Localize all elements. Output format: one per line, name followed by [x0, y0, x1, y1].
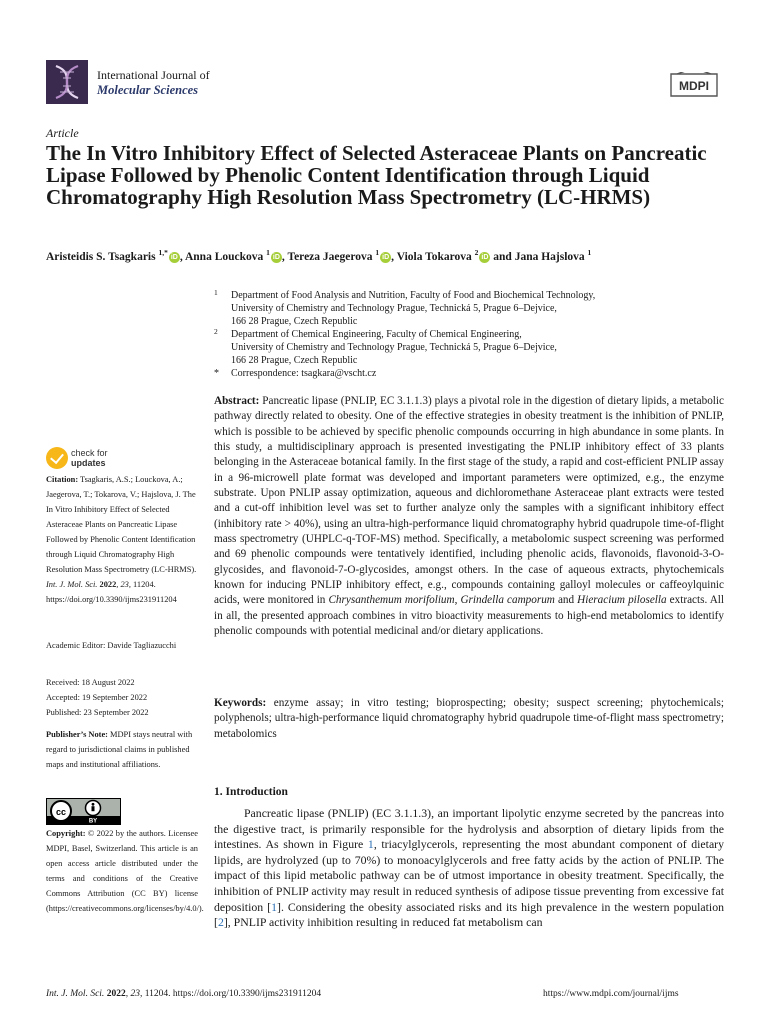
- author-affil: 1: [587, 248, 592, 257]
- orcid-icon[interactable]: iD: [170, 253, 178, 261]
- author-list: [46, 248, 746, 263]
- plant-name: Hieracium pilosella: [577, 594, 667, 607]
- plant-name: Chrysanthemum morifolium: [328, 594, 455, 607]
- abstract-text: extracts. All in all, the presented approach combines in vitro bioactivity measurements to high-end metabolomics to identify phenolic compounds with potential medicinal and/or dietary applications.: [214, 594, 724, 638]
- keywords: [214, 696, 724, 742]
- abstract-text: Pancreatic lipase (PNLIP, EC 3.1.1.3) plays a pivotal role in the digestion of dietary lipids, a metabolic pathway directly related to obesity. One of the effective strategies in obesity treatment is the inhibition of PNLIP, which is possible to be achieved by specific phenolic compounds occurring in high abundance in some plants. In this study, a multidisciplinary approach is presented investigating the PNLIP inhibitory effect of 33 plants belonging in the Asteraceae botanical family. In the first stage of the study, a rapid and cost-efficient PNLIP assay in a 96-microwell plate format was developed and important parameters were optimized, e.g., the enzyme substrate. Upon PNLIP assay optimization, aqueous and dichloromethane Asteraceae plant extracts were tested and a cut-off inhibition level was set to further analyze only the samples with a significant inhibitory effect (inhibitory rate > 40%), using an ultra-high-performance liquid chromatography hybrid quadrupole time-of-flight mass spectrometry (UHPLC-q-TOF-MS) method. Specifically, a metabolomic suspect screening was performed and 69 phenolic compounds were tentatively identified, including phenolic acids, flavonoids, flavonoid-3-O-glycosides, and flavonoid-7-O-glycosides, amongst others. In the case of aqueous extracts, phytochemicals known for inducing PNLIP inhibitory effect, e.g., compounds containing galloyl molecules or caffeoylquinic acids, were monitored in: [214, 395, 724, 607]
- affiliation-line: Department of Chemical Engineering, Faculty of Chemical Engineering,: [231, 329, 522, 340]
- received-date: Received: 18 August 2022: [46, 678, 135, 687]
- author-name: Aristeidis S. Tsagkaris: [46, 250, 156, 263]
- author-separator: ,: [281, 250, 288, 263]
- publishers-note: [46, 727, 198, 772]
- mdpi-logo-text: MDPI: [679, 79, 709, 93]
- check-line: updates: [71, 458, 106, 468]
- published-date: Published: 23 September 2022: [46, 708, 149, 717]
- author-name: Anna Louckova: [184, 250, 264, 263]
- author-affil: 1: [266, 248, 270, 257]
- affiliation-number: 2: [214, 327, 218, 336]
- keywords-text: enzyme assay; in vitro testing; bioprospecting; obesity; suspect screening; phytochemicals; polyphenols; ultra-high-performance liquid chromatography hybrid quadrupole time-of-flight mass spectrometry; metabolomics: [214, 697, 724, 740]
- check-line: check for: [71, 448, 108, 458]
- footer-year: 2022: [104, 989, 126, 999]
- attribution-icon: [92, 806, 95, 811]
- intro-text: Pancreatic lipase (PNLIP) (EC 3.1.1.3), an important lipolytic enzyme secreted by the pancreas into the digestive tract, is primarily responsible for the hydrolysis and absorption of dietary lipids from the intestines. As shown in Figure: [214, 806, 724, 852]
- journal-name-line2: Molecular Sciences: [97, 83, 199, 97]
- citation: [46, 472, 198, 607]
- intro-text: ], PNLIP activity inhibition resulting in reduced fat metabolism can: [223, 915, 543, 930]
- citation-reference-link[interactable]: 2: [217, 915, 224, 930]
- affiliation-1: [214, 289, 734, 328]
- publishers-note-text: MDPI stays neutral with regard to jurisdictional claims in published maps and institutional affiliations.: [46, 730, 193, 769]
- author-name: Tereza Jaegerova: [287, 250, 373, 263]
- accepted-date: Accepted: 19 September 2022: [46, 693, 148, 702]
- check-for-updates-button[interactable]: [46, 447, 130, 471]
- footer-citation: [46, 989, 321, 999]
- citation-doi-link[interactable]: 11204. https://doi.org/10.3390/ijms231911204: [46, 580, 177, 604]
- citation-reference-link[interactable]: 1: [271, 899, 278, 914]
- copyright-label: Copyright:: [46, 829, 86, 838]
- citation-label: Citation:: [46, 475, 79, 484]
- citation-text: Tsagkaris, A.S.; Louckova, A.; Jaegerova, T.; Tokarova, V.; Hajslova, J. The In Vitro Inhibitory Effect of Selected Asteraceae Plants on Pancreatic Lipase Followed by Phenolic Content Identification through Liquid Chromatography High Resolution Mass Spectrometry (LC-HRMS).: [46, 475, 197, 574]
- correspondence: [214, 367, 734, 380]
- abstract: [214, 394, 724, 640]
- author-affil: 2: [474, 248, 479, 257]
- affiliation-line: Department of Food Analysis and Nutrition, Faculty of Food and Biochemical Technology,: [231, 290, 596, 301]
- affiliation-number: *: [214, 368, 219, 379]
- orcid-icon[interactable]: iD: [382, 253, 390, 261]
- intro-text: ]. Considering the obesity associated risks and its high prevalence in the western population [: [214, 899, 725, 930]
- intro-text: , triacylglycerols, representing the most abundant component of dietary lipids, are hydrolyzed (up to 70%) to monoacylglycerols and free fatty acids by the action of PNLIP. The impact of this lipid metabolic pathway can be of utmost importance in obesity treatment. Specifically, the inhibition of PNLIP activity may result in reduced synthesis of adipose tissue preventing from excessive fat deposition [: [214, 837, 725, 914]
- footer-volume: , 23,: [125, 989, 143, 999]
- copyright-text: © 2022 by the authors. Licensee MDPI, Basel, Switzerland. This article is an open access article distributed under the terms and conditions of the Creative Commons Attribution (CC BY) license (https://creativecommons.org/licenses/by/4.0/).: [46, 829, 204, 913]
- correspondence-email[interactable]: Correspondence: tsagkara@vscht.cz: [231, 368, 377, 379]
- orcid-icon[interactable]: iD: [481, 253, 489, 261]
- figure-reference-link[interactable]: 1: [367, 837, 374, 852]
- author-affil: 1,*: [158, 248, 168, 257]
- author-name: Viola Tokarova: [396, 250, 472, 263]
- affiliation-2: [214, 328, 734, 367]
- keywords-label: Keywords:: [214, 697, 267, 709]
- journal-name-line1: International Journal of: [97, 68, 210, 82]
- affiliation-line: University of Chemistry and Technology Prague, Technická 5, Prague 6–Dejvice,: [231, 342, 557, 353]
- affiliations: [214, 289, 734, 380]
- author-separator: ,: [179, 250, 185, 263]
- journal-name: [97, 68, 210, 98]
- dates: [46, 675, 198, 720]
- abstract-separator: and: [554, 594, 578, 607]
- journal-logo-icon: [46, 60, 88, 104]
- affiliation-line: 166 28 Prague, Czech Republic: [231, 355, 358, 366]
- footer-journal-url[interactable]: https://www.mdpi.com/journal/ijms: [543, 989, 679, 999]
- plant-name: Grindella camporum: [460, 594, 555, 607]
- author-affil: 1: [375, 248, 380, 257]
- author-separator: ,: [391, 250, 397, 263]
- cc-icon: cc: [55, 807, 67, 817]
- author-name: Jana Hajslova: [514, 250, 585, 263]
- abstract-separator: ,: [454, 594, 461, 607]
- publishers-note-label: Publisher’s Note:: [46, 730, 108, 739]
- footer-doi-link[interactable]: 11204. https://doi.org/10.3390/ijms231911204: [142, 989, 322, 999]
- cc-by-label: BY: [88, 818, 98, 825]
- cc-by-license-icon[interactable]: [46, 798, 121, 825]
- author-separator: and: [490, 250, 515, 263]
- academic-editor: Academic Editor: Davide Tagliazucchi: [46, 641, 177, 650]
- article-type: Article: [46, 126, 79, 140]
- check-icon: [46, 447, 68, 469]
- affiliation-line: 166 28 Prague, Czech Republic: [231, 316, 358, 327]
- mdpi-logo-icon: [667, 72, 721, 98]
- check-for-updates-label: [71, 448, 108, 468]
- orcid-icon[interactable]: iD: [272, 253, 280, 261]
- citation-journal: Int. J. Mol. Sci.: [46, 580, 98, 589]
- citation-year: 2022: [97, 580, 117, 589]
- section-heading: 1. Introduction: [214, 786, 288, 798]
- citation-volume: , 23,: [116, 580, 131, 589]
- footer-journal: Int. J. Mol. Sci.: [46, 989, 105, 999]
- intro-paragraph: [214, 806, 724, 931]
- affiliation-number: 1: [214, 288, 218, 297]
- paper-title: The In Vitro Inhibitory Effect of Selected Asteraceae Plants on Pancreatic Lipase Followed by Phenolic Content Identification through Liquid Chromatography High Resolution Mass Spectrometry (LC-HRMS): [46, 141, 707, 209]
- affiliation-line: University of Chemistry and Technology Prague, Technická 5, Prague 6–Dejvice,: [231, 303, 557, 314]
- abstract-label: Abstract:: [214, 395, 260, 407]
- copyright: [46, 826, 204, 916]
